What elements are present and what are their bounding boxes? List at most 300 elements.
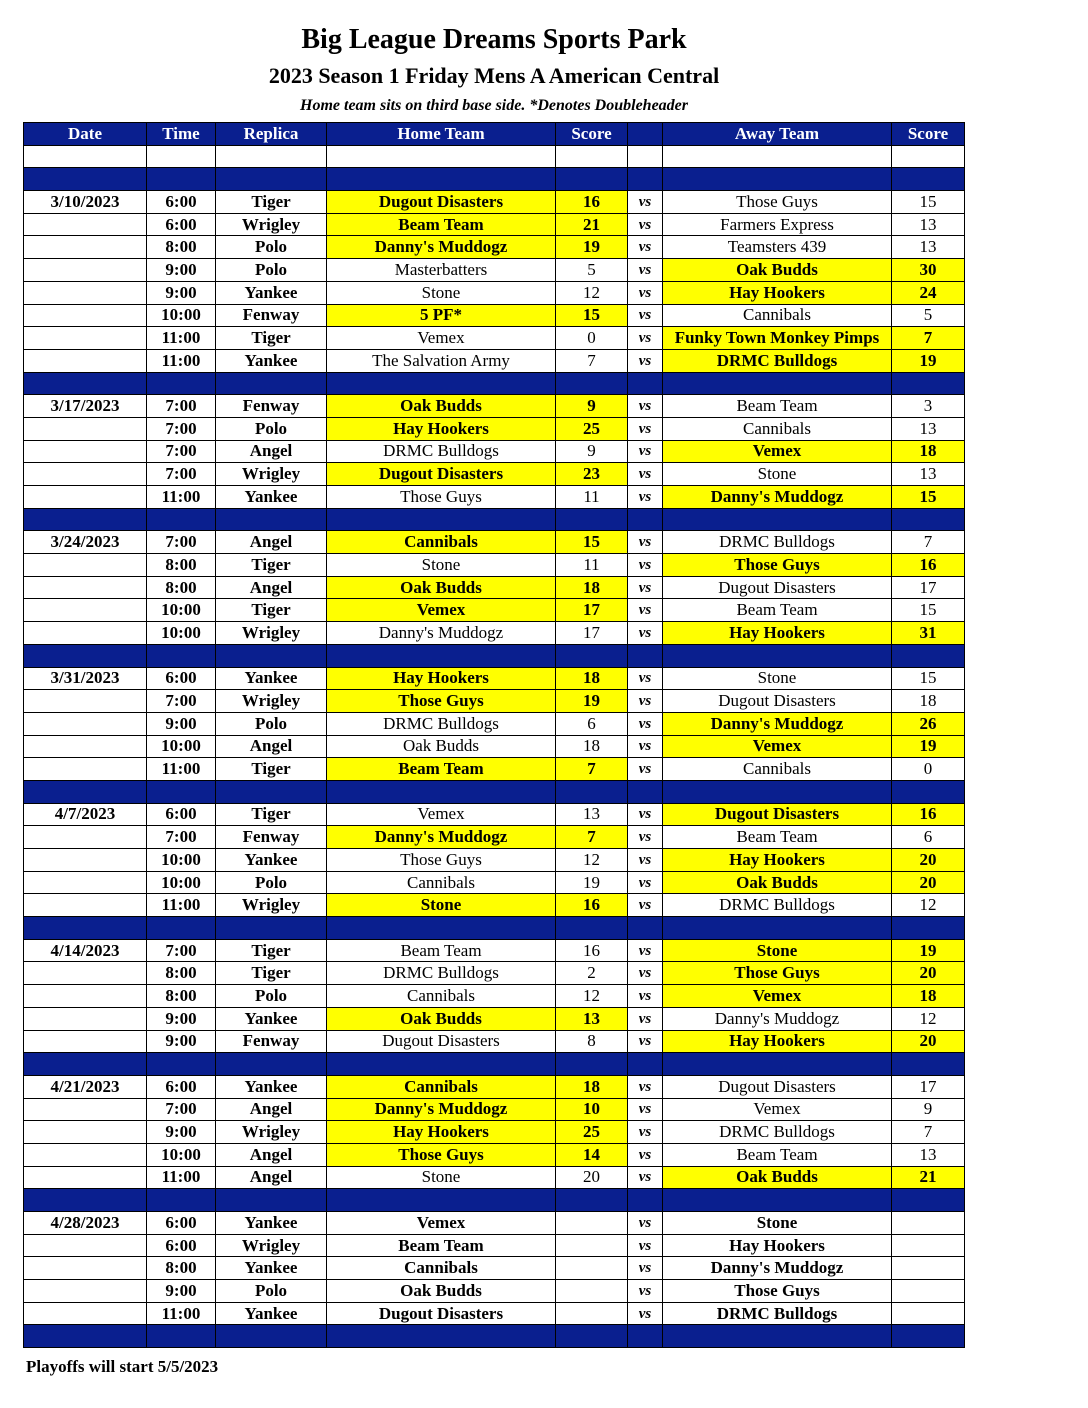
game-time: 7:00 bbox=[147, 463, 216, 486]
away-team: Funky Town Monkey Pimps bbox=[663, 327, 892, 350]
game-time: 11:00 bbox=[147, 486, 216, 509]
home-team: Danny's Muddogz bbox=[327, 236, 556, 259]
away-team: Oak Budds bbox=[663, 871, 892, 894]
week-separator-row-cell bbox=[628, 372, 663, 395]
week-separator-row bbox=[24, 168, 965, 191]
away-team: Teamsters 439 bbox=[663, 236, 892, 259]
week-separator-row-cell bbox=[147, 1053, 216, 1076]
vs-label: vs bbox=[628, 803, 663, 826]
away-score: 13 bbox=[892, 236, 965, 259]
week-separator-row-cell bbox=[24, 168, 147, 191]
week-separator-row-cell bbox=[628, 917, 663, 940]
vs-label: vs bbox=[628, 1075, 663, 1098]
away-team: Farmers Express bbox=[663, 213, 892, 236]
home-score: 7 bbox=[556, 349, 628, 372]
game-time: 9:00 bbox=[147, 259, 216, 282]
home-team: Those Guys bbox=[327, 849, 556, 872]
game-time: 9:00 bbox=[147, 281, 216, 304]
game-date bbox=[24, 985, 147, 1008]
game-time: 8:00 bbox=[147, 236, 216, 259]
home-score bbox=[556, 1212, 628, 1235]
home-score bbox=[556, 1280, 628, 1303]
game-date bbox=[24, 1302, 147, 1325]
game-replica: Yankee bbox=[216, 486, 327, 509]
vs-label: vs bbox=[628, 304, 663, 327]
away-team: Danny's Muddogz bbox=[663, 1007, 892, 1030]
away-team: Vemex bbox=[663, 985, 892, 1008]
page-title: Big League Dreams Sports Park bbox=[301, 24, 687, 55]
week-separator-row-cell bbox=[556, 1189, 628, 1212]
home-team: Danny's Muddogz bbox=[327, 622, 556, 645]
home-team: Cannibals bbox=[327, 985, 556, 1008]
away-score: 30 bbox=[892, 259, 965, 282]
home-score: 7 bbox=[556, 826, 628, 849]
away-score: 9 bbox=[892, 1098, 965, 1121]
game-row bbox=[24, 1121, 965, 1144]
week-separator-row-cell bbox=[663, 168, 892, 191]
away-score: 20 bbox=[892, 1030, 965, 1053]
game-replica: Yankee bbox=[216, 1302, 327, 1325]
game-time: 6:00 bbox=[147, 667, 216, 690]
week-separator-row-cell bbox=[628, 780, 663, 803]
vs-label: vs bbox=[628, 1166, 663, 1189]
game-replica: Wrigley bbox=[216, 894, 327, 917]
game-row bbox=[24, 1098, 965, 1121]
game-replica: Tiger bbox=[216, 939, 327, 962]
home-team: Dugout Disasters bbox=[327, 191, 556, 214]
home-score: 19 bbox=[556, 690, 628, 713]
game-time: 6:00 bbox=[147, 213, 216, 236]
home-score: 17 bbox=[556, 622, 628, 645]
game-time: 11:00 bbox=[147, 349, 216, 372]
week-separator-row-cell bbox=[147, 644, 216, 667]
game-replica: Tiger bbox=[216, 191, 327, 214]
week-separator-row-cell bbox=[556, 917, 628, 940]
game-replica: Wrigley bbox=[216, 213, 327, 236]
game-replica: Yankee bbox=[216, 1212, 327, 1235]
vs-label: vs bbox=[628, 735, 663, 758]
away-score bbox=[892, 1257, 965, 1280]
week-separator-row-cell bbox=[216, 372, 327, 395]
game-replica: Fenway bbox=[216, 1030, 327, 1053]
game-date bbox=[24, 1121, 147, 1144]
home-team: Dugout Disasters bbox=[327, 1302, 556, 1325]
game-time: 7:00 bbox=[147, 826, 216, 849]
vs-label: vs bbox=[628, 1302, 663, 1325]
game-time: 10:00 bbox=[147, 871, 216, 894]
week-separator-row-cell bbox=[24, 1053, 147, 1076]
game-row bbox=[24, 531, 965, 554]
game-row bbox=[24, 1007, 965, 1030]
game-date bbox=[24, 894, 147, 917]
week-separator-row bbox=[24, 1189, 965, 1212]
col-home-team: Home Team bbox=[327, 123, 556, 146]
away-score: 16 bbox=[892, 554, 965, 577]
away-team: Vemex bbox=[663, 1098, 892, 1121]
away-team: Stone bbox=[663, 1212, 892, 1235]
game-date bbox=[24, 349, 147, 372]
away-score: 31 bbox=[892, 622, 965, 645]
vs-label: vs bbox=[628, 1280, 663, 1303]
home-team: Oak Budds bbox=[327, 1280, 556, 1303]
away-team: Hay Hookers bbox=[663, 622, 892, 645]
week-separator-row-cell bbox=[327, 1325, 556, 1348]
game-row bbox=[24, 985, 965, 1008]
week-separator-row bbox=[24, 1053, 965, 1076]
week-separator-row-cell bbox=[892, 1325, 965, 1348]
home-team: Stone bbox=[327, 1166, 556, 1189]
week-separator-row-cell bbox=[663, 372, 892, 395]
vs-label: vs bbox=[628, 894, 663, 917]
game-date bbox=[24, 826, 147, 849]
home-team: Masterbatters bbox=[327, 259, 556, 282]
vs-label: vs bbox=[628, 259, 663, 282]
game-date bbox=[24, 1007, 147, 1030]
home-team: Beam Team bbox=[327, 1234, 556, 1257]
vs-label: vs bbox=[628, 712, 663, 735]
away-score: 7 bbox=[892, 1121, 965, 1144]
game-replica: Polo bbox=[216, 985, 327, 1008]
game-row bbox=[24, 735, 965, 758]
away-score: 0 bbox=[892, 758, 965, 781]
game-time: 7:00 bbox=[147, 395, 216, 418]
home-score: 9 bbox=[556, 395, 628, 418]
week-separator-row-cell bbox=[663, 1325, 892, 1348]
away-score bbox=[892, 1280, 965, 1303]
home-team: DRMC Bulldogs bbox=[327, 440, 556, 463]
home-team: Those Guys bbox=[327, 486, 556, 509]
week-separator-row bbox=[24, 644, 965, 667]
home-team: Cannibals bbox=[327, 871, 556, 894]
blank-row-cell bbox=[628, 145, 663, 168]
week-separator-row bbox=[24, 917, 965, 940]
game-replica: Polo bbox=[216, 1280, 327, 1303]
week-separator-row-cell bbox=[556, 1325, 628, 1348]
vs-label: vs bbox=[628, 939, 663, 962]
game-time: 11:00 bbox=[147, 1302, 216, 1325]
game-time: 9:00 bbox=[147, 1280, 216, 1303]
away-score bbox=[892, 1302, 965, 1325]
game-row bbox=[24, 1075, 965, 1098]
home-team: Beam Team bbox=[327, 758, 556, 781]
game-replica: Wrigley bbox=[216, 463, 327, 486]
away-team: Dugout Disasters bbox=[663, 576, 892, 599]
week-separator-row-cell bbox=[892, 644, 965, 667]
week-separator-row-cell bbox=[892, 508, 965, 531]
game-replica: Yankee bbox=[216, 281, 327, 304]
blank-row bbox=[24, 145, 965, 168]
game-date bbox=[24, 690, 147, 713]
away-team: Dugout Disasters bbox=[663, 1075, 892, 1098]
game-row bbox=[24, 576, 965, 599]
away-team: Oak Budds bbox=[663, 1166, 892, 1189]
week-separator-row-cell bbox=[327, 1053, 556, 1076]
week-separator-row-cell bbox=[216, 1325, 327, 1348]
game-replica: Tiger bbox=[216, 758, 327, 781]
home-score: 23 bbox=[556, 463, 628, 486]
home-score: 11 bbox=[556, 554, 628, 577]
away-score: 16 bbox=[892, 803, 965, 826]
home-score: 9 bbox=[556, 440, 628, 463]
week-separator-row-cell bbox=[663, 917, 892, 940]
week-separator-row-cell bbox=[892, 168, 965, 191]
away-score: 20 bbox=[892, 871, 965, 894]
week-separator-row-cell bbox=[663, 780, 892, 803]
home-team: Oak Budds bbox=[327, 735, 556, 758]
vs-label: vs bbox=[628, 826, 663, 849]
home-score: 12 bbox=[556, 849, 628, 872]
week-separator-row-cell bbox=[663, 1189, 892, 1212]
vs-label: vs bbox=[628, 758, 663, 781]
game-row bbox=[24, 281, 965, 304]
game-time: 10:00 bbox=[147, 304, 216, 327]
week-separator-row-cell bbox=[892, 780, 965, 803]
game-date bbox=[24, 1280, 147, 1303]
away-team: Beam Team bbox=[663, 395, 892, 418]
week-separator-row-cell bbox=[628, 168, 663, 191]
game-replica: Wrigley bbox=[216, 1234, 327, 1257]
game-replica: Angel bbox=[216, 1143, 327, 1166]
game-row bbox=[24, 304, 965, 327]
week-separator-row-cell bbox=[147, 168, 216, 191]
away-score: 19 bbox=[892, 349, 965, 372]
home-team: Vemex bbox=[327, 803, 556, 826]
game-replica: Yankee bbox=[216, 1257, 327, 1280]
vs-label: vs bbox=[628, 849, 663, 872]
home-score: 19 bbox=[556, 871, 628, 894]
away-score: 7 bbox=[892, 327, 965, 350]
week-separator-row-cell bbox=[556, 168, 628, 191]
game-row bbox=[24, 440, 965, 463]
game-row bbox=[24, 1030, 965, 1053]
game-time: 8:00 bbox=[147, 985, 216, 1008]
home-team: Stone bbox=[327, 554, 556, 577]
game-row bbox=[24, 259, 965, 282]
away-score: 13 bbox=[892, 417, 965, 440]
game-date bbox=[24, 440, 147, 463]
away-team: DRMC Bulldogs bbox=[663, 1302, 892, 1325]
vs-label: vs bbox=[628, 440, 663, 463]
vs-label: vs bbox=[628, 236, 663, 259]
game-date: 4/21/2023 bbox=[24, 1075, 147, 1098]
week-separator-row-cell bbox=[216, 1189, 327, 1212]
vs-label: vs bbox=[628, 1121, 663, 1144]
vs-label: vs bbox=[628, 1143, 663, 1166]
home-team: Vemex bbox=[327, 1212, 556, 1235]
game-date bbox=[24, 259, 147, 282]
week-separator-row bbox=[24, 1325, 965, 1348]
week-separator-row-cell bbox=[216, 780, 327, 803]
week-separator-row-cell bbox=[327, 917, 556, 940]
game-replica: Polo bbox=[216, 417, 327, 440]
away-score: 17 bbox=[892, 576, 965, 599]
vs-label: vs bbox=[628, 962, 663, 985]
home-score: 0 bbox=[556, 327, 628, 350]
game-date bbox=[24, 871, 147, 894]
away-team: Those Guys bbox=[663, 191, 892, 214]
game-date bbox=[24, 712, 147, 735]
game-row bbox=[24, 712, 965, 735]
game-date bbox=[24, 962, 147, 985]
game-row bbox=[24, 1280, 965, 1303]
home-team: The Salvation Army bbox=[327, 349, 556, 372]
week-separator-row-cell bbox=[327, 1189, 556, 1212]
away-team: Oak Budds bbox=[663, 259, 892, 282]
vs-label: vs bbox=[628, 531, 663, 554]
home-team: Hay Hookers bbox=[327, 667, 556, 690]
away-team: Dugout Disasters bbox=[663, 803, 892, 826]
week-separator-row-cell bbox=[556, 644, 628, 667]
game-date bbox=[24, 1234, 147, 1257]
playoffs-note: Playoffs will start 5/5/2023 bbox=[26, 1357, 219, 1376]
game-date bbox=[24, 622, 147, 645]
game-time: 8:00 bbox=[147, 1257, 216, 1280]
page-subtitle: 2023 Season 1 Friday Mens A American Central bbox=[268, 63, 720, 88]
week-separator-row-cell bbox=[24, 508, 147, 531]
vs-label: vs bbox=[628, 191, 663, 214]
away-score: 13 bbox=[892, 1143, 965, 1166]
game-row bbox=[24, 213, 965, 236]
game-row bbox=[24, 690, 965, 713]
home-score bbox=[556, 1257, 628, 1280]
game-time: 10:00 bbox=[147, 599, 216, 622]
vs-label: vs bbox=[628, 667, 663, 690]
game-row bbox=[24, 1143, 965, 1166]
game-time: 10:00 bbox=[147, 849, 216, 872]
week-separator-row-cell bbox=[216, 168, 327, 191]
game-row bbox=[24, 554, 965, 577]
vs-label: vs bbox=[628, 599, 663, 622]
home-score: 6 bbox=[556, 712, 628, 735]
game-replica: Yankee bbox=[216, 667, 327, 690]
home-team: Beam Team bbox=[327, 939, 556, 962]
game-row bbox=[24, 1166, 965, 1189]
week-separator-row-cell bbox=[628, 508, 663, 531]
game-time: 10:00 bbox=[147, 622, 216, 645]
game-replica: Angel bbox=[216, 440, 327, 463]
game-row bbox=[24, 1234, 965, 1257]
week-separator-row-cell bbox=[628, 644, 663, 667]
blank-row-cell bbox=[216, 145, 327, 168]
week-separator-row-cell bbox=[327, 168, 556, 191]
away-score: 20 bbox=[892, 849, 965, 872]
game-replica: Angel bbox=[216, 735, 327, 758]
vs-label: vs bbox=[628, 1257, 663, 1280]
game-row bbox=[24, 191, 965, 214]
home-team: Cannibals bbox=[327, 531, 556, 554]
home-score: 15 bbox=[556, 304, 628, 327]
game-row bbox=[24, 1302, 965, 1325]
game-date bbox=[24, 1030, 147, 1053]
week-separator-row-cell bbox=[556, 508, 628, 531]
home-team: Oak Budds bbox=[327, 1007, 556, 1030]
away-team: Vemex bbox=[663, 440, 892, 463]
away-score bbox=[892, 1212, 965, 1235]
week-separator-row-cell bbox=[628, 1189, 663, 1212]
week-separator-row-cell bbox=[216, 508, 327, 531]
game-row bbox=[24, 962, 965, 985]
col-vs bbox=[628, 123, 663, 146]
game-row bbox=[24, 758, 965, 781]
game-date bbox=[24, 735, 147, 758]
game-row bbox=[24, 395, 965, 418]
home-team: DRMC Bulldogs bbox=[327, 712, 556, 735]
vs-label: vs bbox=[628, 281, 663, 304]
game-replica: Tiger bbox=[216, 962, 327, 985]
away-team: Vemex bbox=[663, 735, 892, 758]
game-date bbox=[24, 576, 147, 599]
away-score: 19 bbox=[892, 939, 965, 962]
home-team: Vemex bbox=[327, 327, 556, 350]
vs-label: vs bbox=[628, 985, 663, 1008]
game-replica: Wrigley bbox=[216, 622, 327, 645]
home-team: Stone bbox=[327, 894, 556, 917]
home-team: Oak Budds bbox=[327, 576, 556, 599]
game-date bbox=[24, 554, 147, 577]
game-date: 4/14/2023 bbox=[24, 939, 147, 962]
game-date bbox=[24, 599, 147, 622]
week-separator-row-cell bbox=[663, 644, 892, 667]
game-row bbox=[24, 486, 965, 509]
game-time: 6:00 bbox=[147, 803, 216, 826]
home-score: 17 bbox=[556, 599, 628, 622]
game-date: 3/24/2023 bbox=[24, 531, 147, 554]
away-team: Those Guys bbox=[663, 962, 892, 985]
game-row bbox=[24, 1257, 965, 1280]
game-replica: Tiger bbox=[216, 599, 327, 622]
game-replica: Yankee bbox=[216, 1007, 327, 1030]
week-separator-row-cell bbox=[892, 917, 965, 940]
game-date bbox=[24, 236, 147, 259]
game-row bbox=[24, 894, 965, 917]
away-score: 19 bbox=[892, 735, 965, 758]
blank-row-cell bbox=[556, 145, 628, 168]
home-score: 19 bbox=[556, 236, 628, 259]
game-row bbox=[24, 349, 965, 372]
away-team: Dugout Disasters bbox=[663, 690, 892, 713]
away-score: 20 bbox=[892, 962, 965, 985]
away-score: 17 bbox=[892, 1075, 965, 1098]
away-team: DRMC Bulldogs bbox=[663, 1121, 892, 1144]
game-time: 11:00 bbox=[147, 758, 216, 781]
vs-label: vs bbox=[628, 349, 663, 372]
game-replica: Angel bbox=[216, 531, 327, 554]
away-team: Hay Hookers bbox=[663, 849, 892, 872]
game-row bbox=[24, 599, 965, 622]
week-separator-row-cell bbox=[628, 1053, 663, 1076]
away-score: 12 bbox=[892, 894, 965, 917]
week-separator-row-cell bbox=[556, 780, 628, 803]
away-team: Danny's Muddogz bbox=[663, 486, 892, 509]
home-team: Danny's Muddogz bbox=[327, 826, 556, 849]
col-date: Date bbox=[24, 123, 147, 146]
vs-label: vs bbox=[628, 486, 663, 509]
week-separator-row-cell bbox=[24, 780, 147, 803]
home-team: Cannibals bbox=[327, 1075, 556, 1098]
week-separator-row bbox=[24, 508, 965, 531]
blank-row-cell bbox=[663, 145, 892, 168]
home-team: Dugout Disasters bbox=[327, 463, 556, 486]
away-score: 15 bbox=[892, 191, 965, 214]
away-team: Stone bbox=[663, 463, 892, 486]
away-team: Danny's Muddogz bbox=[663, 712, 892, 735]
game-row bbox=[24, 463, 965, 486]
game-time: 9:00 bbox=[147, 712, 216, 735]
home-score: 11 bbox=[556, 486, 628, 509]
game-time: 8:00 bbox=[147, 554, 216, 577]
home-team: 5 PF* bbox=[327, 304, 556, 327]
game-date bbox=[24, 281, 147, 304]
